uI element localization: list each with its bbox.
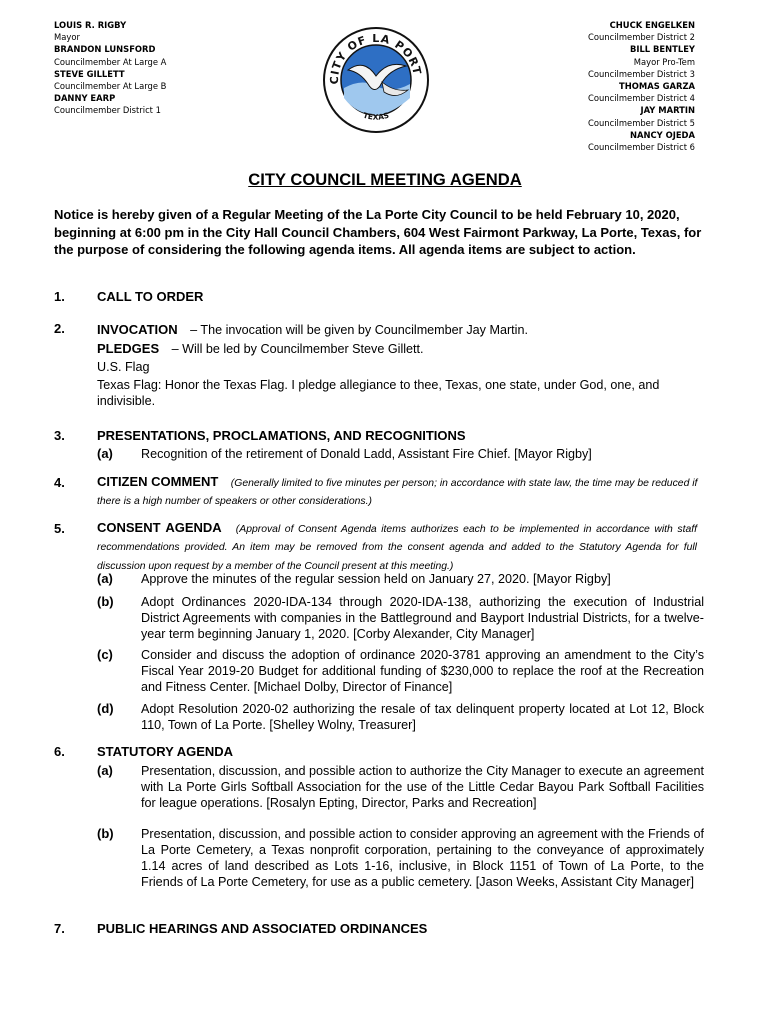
sub-label: (d) [97, 701, 114, 716]
council-title: Mayor Pro-Tem [633, 56, 695, 67]
council-left [54, 19, 274, 117]
item-text: – The invocation will be given by Councilmember Jay Martin. [190, 323, 528, 337]
texas-flag-text: Texas Flag: Honor the Texas Flag. I pledge allegiance to thee, Texas, one state, under God, one, and indivisible. [97, 378, 660, 408]
council-name: CHUCK ENGELKEN [609, 20, 695, 30]
item-number: 7. [54, 921, 65, 936]
council-right [455, 19, 695, 153]
council-name: JAY MARTIN [640, 105, 695, 116]
item-heading: PUBLIC HEARINGS AND ASSOCIATED ORDINANCES [97, 921, 428, 936]
item-note: (Generally limited to five minutes per person; in accordance with state law, the time may be reduced if there is a high number of speakers or other considerations.) [97, 478, 698, 508]
item-number: 4. [54, 475, 65, 490]
sub-label: (a) [97, 446, 113, 461]
item-number: 1. [54, 289, 65, 304]
city-seal-icon [322, 26, 430, 134]
council-title: Councilmember District 1 [54, 105, 161, 116]
item-number: 6. [54, 744, 65, 759]
pledges-heading: PLEDGES [97, 341, 160, 356]
item-number: 3. [54, 428, 65, 443]
sub-text: Recognition of the retirement of Donald Ladd, Assistant Fire Chief. [Mayor Rigby] [141, 447, 592, 461]
city-seal [322, 26, 430, 134]
sub-text: Presentation, discussion, and possible action to consider approving an agreement with the Friends of La Porte Cemetery, a Texas nonprofit corporation, pertaining to the conveyance of approximately 1.14 acres of land described as Lots 1-16, inclusive, in Block 1151 of Town of La Porte, to the Friends of La Porte Cemetery, for use as a public cemetery. [Jason Weeks, Assistant City Manager] [141, 827, 704, 889]
item-heading: CONSENT AGENDA [97, 520, 222, 535]
council-name: LOUIS R. RIGBY [54, 20, 127, 30]
item-heading: CALL TO ORDER [97, 289, 204, 304]
council-title: Councilmember District 2 [588, 32, 695, 43]
pledges-line [97, 340, 717, 358]
council-name: BILL BENTLEY [629, 44, 695, 55]
council-name: NANCY OJEDA [629, 129, 695, 140]
us-flag-text: U.S. Flag [97, 360, 150, 374]
sub-label: (b) [97, 826, 114, 841]
council-name: BRANDON LUNSFORD [54, 44, 156, 55]
seal-top-text: CITY OF LA PORT [327, 31, 424, 85]
item-text: – Will be led by Councilmember Steve Gillett. [171, 342, 424, 356]
council-title: Councilmember District 3 [588, 68, 695, 79]
council-name: DANNY EARP [54, 93, 116, 104]
item-note: (Approval of Consent Agenda items authorizes each to be implemented in accordance with staff recommendations provided. An item may be removed from the consent agenda and added to the Statutory Agenda for full discussion upon request by a member of the Council present at this meeting.) [97, 524, 698, 572]
council-title: Councilmember District 4 [588, 93, 695, 104]
item-heading: PRESENTATIONS, PROCLAMATIONS, AND RECOGNITIONS [97, 428, 466, 443]
sub-label: (c) [97, 647, 113, 662]
sub-text: Presentation, discussion, and possible action to authorize the City Manager to execute an agreement with La Porte Girls Softball Association for the use of the Little Cedar Bayou Park Softball Facilities for league operations. [Rosalyn Epting, Director, Parks and Recreation] [141, 764, 704, 810]
item-number: 2. [54, 321, 65, 336]
sub-label: (a) [97, 763, 113, 778]
item-number: 5. [54, 521, 65, 536]
council-name: STEVE GILLETT [54, 68, 125, 79]
council-title: Councilmember District 5 [588, 117, 695, 128]
council-title: Councilmember At Large B [54, 81, 167, 92]
sub-label: (a) [97, 571, 113, 586]
sub-label: (b) [97, 594, 114, 609]
meeting-notice: Notice is hereby given of a Regular Meeting of the La Porte City Council to be held February 10, 2020, beginning at 6:00 pm in the City Hall Council Chambers, 604 West Fairmont Parkway, La Porte, Texas, for the purpose of considering the following agenda items. All agenda items are subject to action. [54, 207, 702, 258]
item-heading: CITIZEN COMMENT [97, 474, 219, 489]
council-title: Councilmember At Large A [54, 56, 167, 67]
page-title: CITY COUNCIL MEETING AGENDA [248, 170, 522, 189]
council-title: Councilmember District 6 [588, 142, 695, 153]
council-title: Mayor [54, 32, 80, 43]
sub-text: Consider and discuss the adoption of ordinance 2020-3781 approving an amendment to the City’s Fiscal Year 2019-20 Budget for additional funding of $230,000 to replace the roof at the Recreation and Fitness Center. [Michael Dolby, Director of Finance] [141, 648, 704, 694]
citizen-comment [97, 474, 709, 511]
invocation-line [97, 321, 717, 339]
sub-text: Approve the minutes of the regular session held on January 27, 2020. [Mayor Rigby] [141, 572, 611, 586]
item-heading: INVOCATION [97, 322, 178, 337]
item-heading: STATUTORY AGENDA [97, 744, 234, 759]
seal-bottom-text: TEXAS [362, 110, 390, 122]
sub-text: Adopt Resolution 2020-02 authorizing the resale of tax delinquent property located at Lot 12, Block 110, Town of La Porte. [Shelley Wolny, Treasurer] [141, 702, 704, 732]
sub-text: Adopt Ordinances 2020-IDA-134 through 2020-IDA-138, authorizing the execution of Industrial District Agreements with companies in the Battleground and Bayport Industrial Districts, for a twelve-year term beginning January 1, 2020. [Corby Alexander, City Manager] [141, 595, 704, 641]
consent-agenda [97, 520, 697, 575]
council-name: THOMAS GARZA [619, 81, 695, 92]
